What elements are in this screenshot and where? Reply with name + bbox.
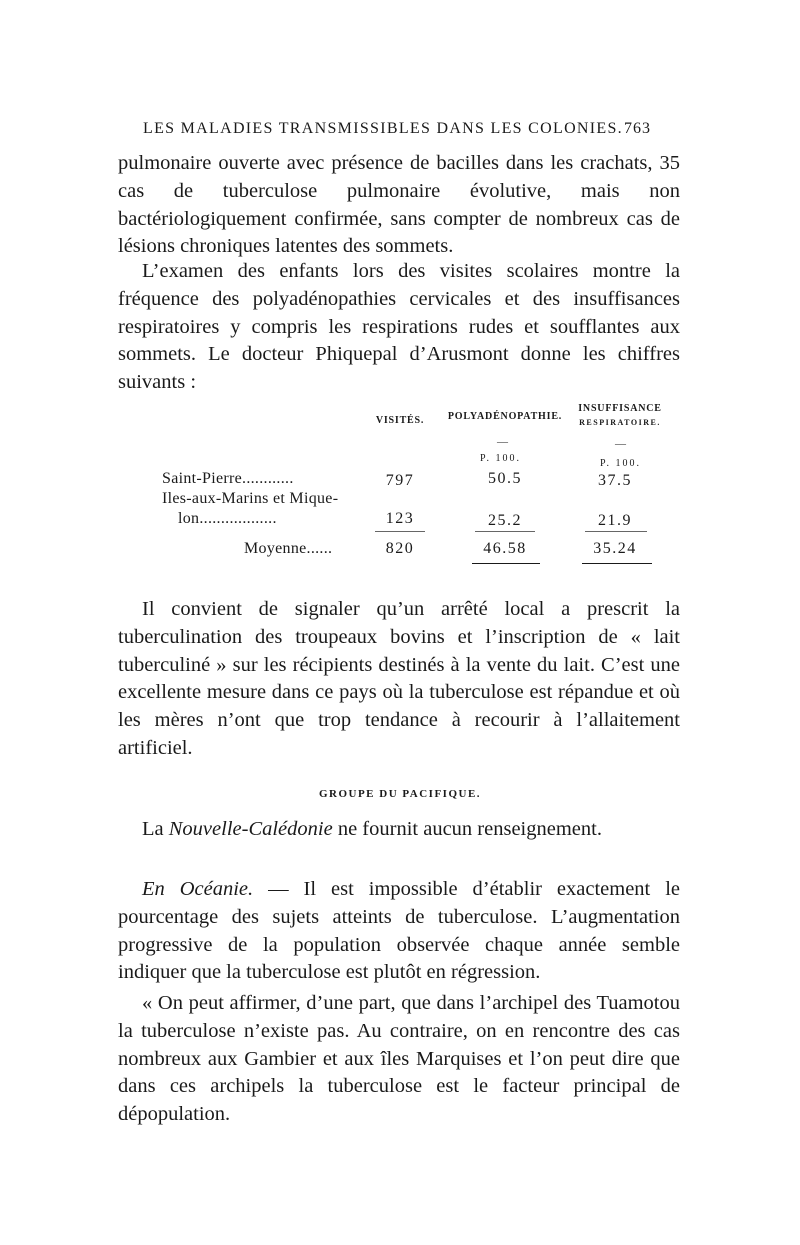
cell-polyadenopathie: 25.2: [488, 512, 522, 529]
statistics-table: [160, 398, 670, 566]
cell-visites: 797: [385, 472, 415, 489]
row-label: Iles-aux-Marins et Mique-: [162, 490, 339, 507]
row-label: Saint-Pierre............: [162, 470, 294, 487]
column-header-visites: VISITÉS.: [375, 415, 425, 426]
page-number: 763: [624, 120, 651, 137]
subtotal-rule: [585, 531, 647, 532]
place-name: Nouvelle-Calédonie: [168, 818, 333, 840]
total-insuffisance: 35.24: [593, 540, 637, 557]
paragraph-1: pulmonaire ouverte avec présence de bacilles dans les crachats, 35 cas de tuberculose pulmonaire évolutive, mais non bactériologiquement confirmée, sans compter de nombreux cas de lésions chroniques latentes des sommets.: [118, 152, 680, 258]
total-rule: [472, 563, 540, 564]
total-label: Moyenne......: [244, 540, 333, 557]
unit-label-insuffisance: P. 100.: [600, 458, 641, 469]
paragraph-3: Il convient de signaler qu’un arrêté local a prescrit la tuberculination des troupeaux bovins et l’inscription de « lait tuberculiné » sur les récipients destinés à la vente du lait. C’est une excellente mesure dans ce pays où la tuberculose est répandue et où les mères n’ont que trop tendance à recourir à l’allaitement artificiel.: [118, 598, 680, 759]
total-polyadenopathie: 46.58: [483, 540, 527, 557]
cell-insuffisance: 37.5: [598, 472, 632, 489]
paragraph-5-text: — Il est impossible d’établir exactement le pourcentage des sujets atteints de tuberculose. L’augmentation progressive de la population observée chaque année semble indiquer que la tuberculose est plutôt en régression.: [118, 878, 680, 984]
column-header-insuffisance: [560, 402, 680, 430]
running-title: LES MALADIES TRANSMISSIBLES DANS LES COLONIES.: [143, 120, 623, 137]
paragraph-4-text: ne fournit aucun renseignement.: [332, 818, 602, 840]
section-title: GROUPE DU PACIFIQUE.: [318, 788, 482, 800]
header-dash: —: [615, 438, 626, 450]
header-dash: —: [497, 436, 508, 448]
paragraph-4: [118, 816, 680, 844]
cell-visites: 123: [385, 510, 415, 527]
total-visites: 820: [385, 540, 415, 557]
paragraph-5: [118, 876, 680, 987]
place-name: En Océanie.: [142, 878, 254, 900]
cell-insuffisance: 21.9: [598, 512, 632, 529]
unit-label-polyadenopathie: P. 100.: [480, 453, 521, 464]
column-header-insuffisance-line1: INSUFFISANCE: [578, 403, 662, 414]
paragraph-4-prefix: La: [142, 818, 169, 840]
subtotal-rule: [375, 531, 425, 532]
cell-polyadenopathie: 50.5: [488, 470, 522, 487]
paragraph-2: L’examen des enfants lors des visites scolaires montre la fréquence des polyadénopathies cervicales et des insuffisances respiratoires y compris les respirations rudes et soufflantes aux sommets. Le docteur Phiquepal d’Arusmont donne les chiffres suivants :: [118, 260, 680, 394]
subtotal-rule: [475, 531, 535, 532]
total-rule: [582, 563, 652, 564]
row-label: lon..................: [178, 510, 277, 527]
column-header-insuffisance-line2: RESPIRATOIRE.: [579, 418, 661, 427]
column-header-polyadenopathie: POLYADÉNOPATHIE.: [447, 411, 563, 422]
paragraph-6: « On peut affirmer, d’une part, que dans l’archipel des Tuamotou la tuberculose n’existe pas. Au contraire, on en rencontre des cas nombreux aux Gambier et aux îles Marquises et l’on peut dire que dans ces archipels la tuberculose est le facteur principal de dépopulation.: [118, 992, 680, 1126]
running-header: [143, 120, 651, 138]
